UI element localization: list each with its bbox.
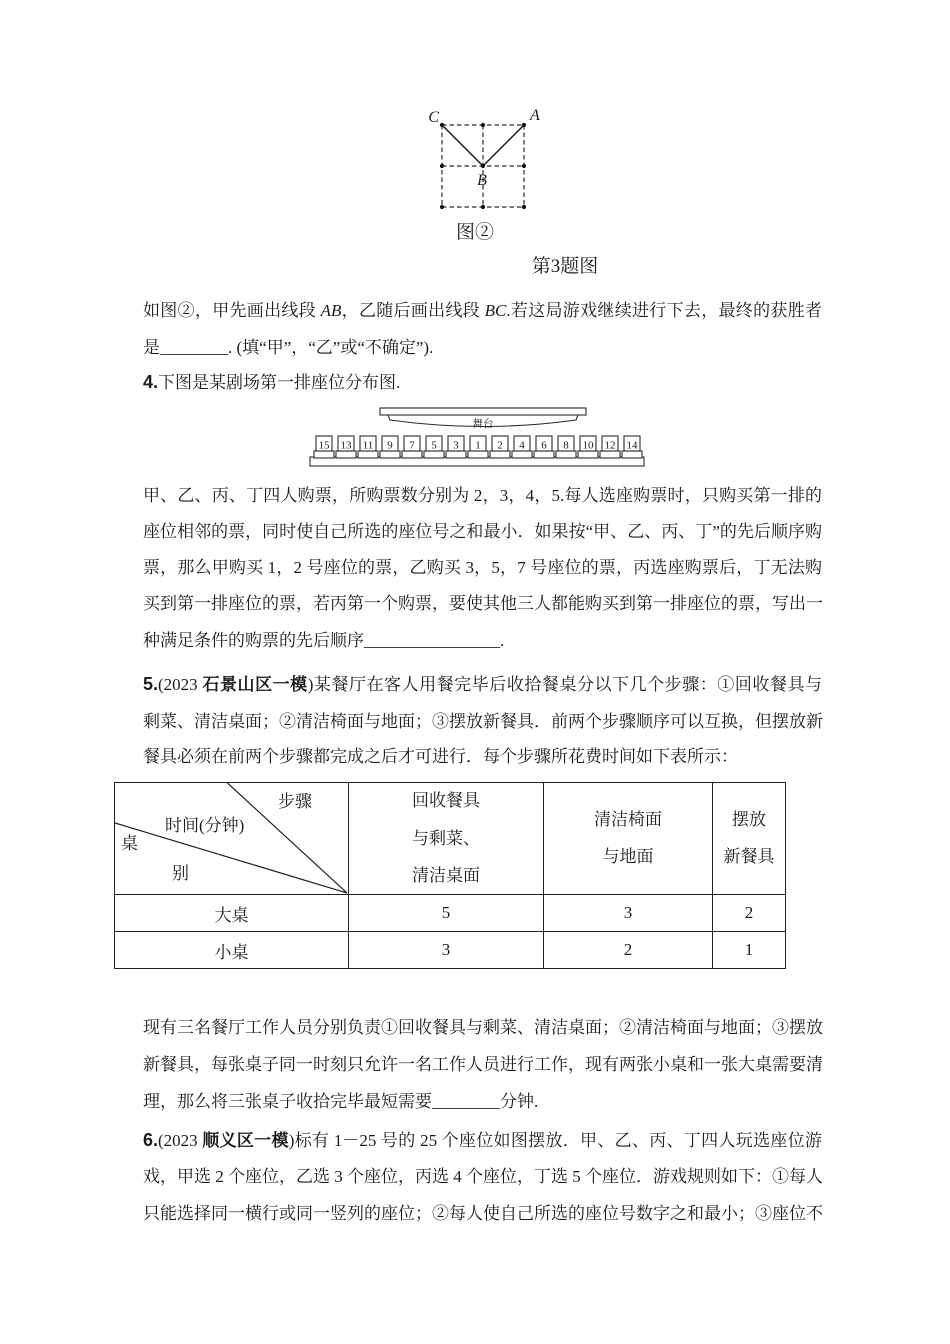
q5-intro-line	[143, 671, 822, 698]
table-row	[115, 895, 786, 932]
q6-intro-line	[143, 1127, 822, 1154]
seat-number: 9	[387, 439, 393, 452]
q5-line: 现有三名餐厅工作人员分别负责①回收餐具与剩菜、清洁桌面；②清洁椅面与地面；③摆放	[143, 1018, 823, 1037]
seat-base	[556, 451, 576, 458]
q6-source-tag: 顺义区一模	[202, 1131, 289, 1150]
q5-line: 剩菜、清洁桌面；②清洁椅面与地面；③摆放新餐具．前两个步骤顺序可以互换，但摆放新	[143, 712, 823, 731]
seat-number: 14	[626, 439, 638, 452]
corner-label-table: 桌	[121, 834, 138, 853]
segment-bc: BC	[484, 301, 507, 320]
cell-value: 2	[544, 932, 713, 969]
table-col-header	[544, 783, 713, 895]
seat-base	[314, 451, 334, 458]
table-corner-cell	[115, 783, 349, 895]
q4-number: 4.	[143, 372, 159, 392]
q4-line: 座位相邻的票，同时使自己所选的座位号之和最小．如果按“甲、乙、丙、丁”的先后顺序购	[143, 522, 822, 541]
seat-base	[424, 451, 444, 458]
seat-base	[336, 451, 356, 458]
col-header-line: 清洁桌面	[412, 866, 480, 885]
seat-base	[622, 451, 642, 458]
q6-source-open: (2023	[158, 1131, 203, 1150]
seat-number: 12	[604, 439, 616, 452]
seat-row	[314, 436, 642, 458]
seat-base	[358, 451, 378, 458]
q3-text: 如图②，甲先画出线段	[143, 301, 321, 320]
q5-answer-blank-line: 理，那么将三张桌子收拾完毕最短需要________分钟.	[143, 1092, 539, 1111]
q5-number: 5.	[143, 674, 159, 694]
seat-base	[490, 451, 510, 458]
q5-line: 新餐具，每张桌子同一时刻只允许一名工作人员进行工作，现有两张小桌和一张大桌需要清	[143, 1055, 823, 1074]
corner-diagonal-lines	[115, 783, 348, 894]
q6-line: 戏，甲选 2 个座位，乙选 3 个座位，丙选 4 个座位，丁选 5 个座位．游戏规则如下：①每人	[143, 1167, 823, 1186]
point-label-b: B	[477, 172, 487, 189]
seat-base	[402, 451, 422, 458]
steps-time-table	[114, 782, 786, 969]
q4-intro-text: 下图是某剧场第一排座位分布图.	[158, 373, 401, 392]
seat-number: 1	[475, 439, 481, 452]
figure-caption: 图②	[455, 222, 494, 243]
q3-text: ，乙随后画出线段	[341, 301, 485, 320]
q5-line: 餐具必须在前两个步骤都完成之后才可进行．每个步骤所花费时间如下表所示：	[143, 747, 738, 766]
corner-label-steps: 步骤	[278, 792, 312, 811]
q4-answer-blank-line: 种满足条件的购票的先后顺序________________.	[143, 631, 505, 650]
figure-title: 第3题图	[531, 256, 599, 277]
point-label-a: A	[530, 107, 540, 124]
seat-base	[380, 451, 400, 458]
q3-answer-blank-line: 是________. (填“甲”，“乙”或“不确定”).	[143, 338, 434, 357]
col-header-line: 清洁椅面	[594, 810, 662, 829]
stage-label: 舞台	[472, 419, 494, 430]
q3-line-1	[143, 297, 822, 324]
seat-base	[468, 451, 488, 458]
q3-text: .若这局游戏继续进行下去，最终的获胜者	[506, 301, 823, 320]
q5-source-open: (2023	[158, 675, 203, 694]
seat-number: 11	[362, 439, 374, 452]
seat-number: 7	[409, 439, 415, 452]
seat-number: 2	[497, 439, 503, 452]
table-col-header	[349, 783, 544, 895]
seat-number: 13	[340, 439, 352, 452]
q6-line: 只能选择同一横行或同一竖列的座位；②每人使自己所选的座位号数字之和最小；③座位不	[143, 1204, 823, 1223]
segment-ab: AB	[320, 301, 342, 320]
cell-value: 2	[713, 895, 786, 932]
row-label: 小桌	[115, 932, 349, 969]
seat-number: 6	[541, 439, 547, 452]
corner-label-kind: 别	[172, 864, 189, 883]
q5-intro-text: )某餐厅在客人用餐完毕后收拾餐桌分以下几个步骤：①回收餐具与	[307, 675, 822, 694]
seat-base	[534, 451, 554, 458]
cell-value: 5	[349, 895, 544, 932]
seat-number: 4	[519, 439, 525, 452]
q4-intro-line	[143, 369, 822, 396]
seat-number: 10	[582, 439, 594, 452]
seat-base	[600, 451, 620, 458]
col-header-line: 回收餐具	[412, 791, 480, 810]
col-header-line: 新餐具	[723, 847, 775, 866]
segments-cb-ba	[442, 125, 524, 166]
seat-number: 3	[453, 439, 459, 452]
table-row	[115, 932, 786, 969]
q6-intro-text: )标有 1－25 号的 25 个座位如图摆放．甲、乙、丙、丁四人玩选座位游	[288, 1131, 822, 1150]
theater-diagram	[300, 400, 660, 472]
point-label-c: C	[428, 109, 439, 126]
q4-line: 甲、乙、丙、丁四人购票，所购票数分别为 2，3，4，5.每人选座购票时，只购买第一排的	[143, 486, 822, 505]
corner-label-time: 时间(分钟)	[165, 816, 245, 835]
col-header-line: 摆放	[732, 810, 766, 829]
seat-base	[578, 451, 598, 458]
seat-number: 15	[318, 439, 330, 452]
col-header-line: 与地面	[602, 847, 654, 866]
q4-line: 票，那么甲购买 1，2 号座位的票，乙购买 3，5，7 号座位的票，丙选座购票后，丁无法购	[143, 558, 822, 577]
cell-value: 3	[349, 932, 544, 969]
grid-figure	[410, 105, 560, 230]
col-header-line: 与剩菜、	[412, 828, 480, 848]
seat-number: 8	[563, 439, 569, 452]
cell-value: 1	[713, 932, 786, 969]
cell-value: 3	[544, 895, 713, 932]
row-label: 大桌	[115, 895, 349, 932]
table-col-header	[713, 783, 786, 895]
q6-number: 6.	[143, 1130, 159, 1150]
seat-number: 5	[431, 439, 437, 452]
q5-source-tag: 石景山区一模	[202, 675, 308, 694]
q4-line: 买到第一排座位的票，若丙第一个购票，要使其他三人都能购买到第一排座位的票，写出一	[143, 594, 823, 613]
seat-base	[446, 451, 466, 458]
seat-base	[512, 451, 532, 458]
